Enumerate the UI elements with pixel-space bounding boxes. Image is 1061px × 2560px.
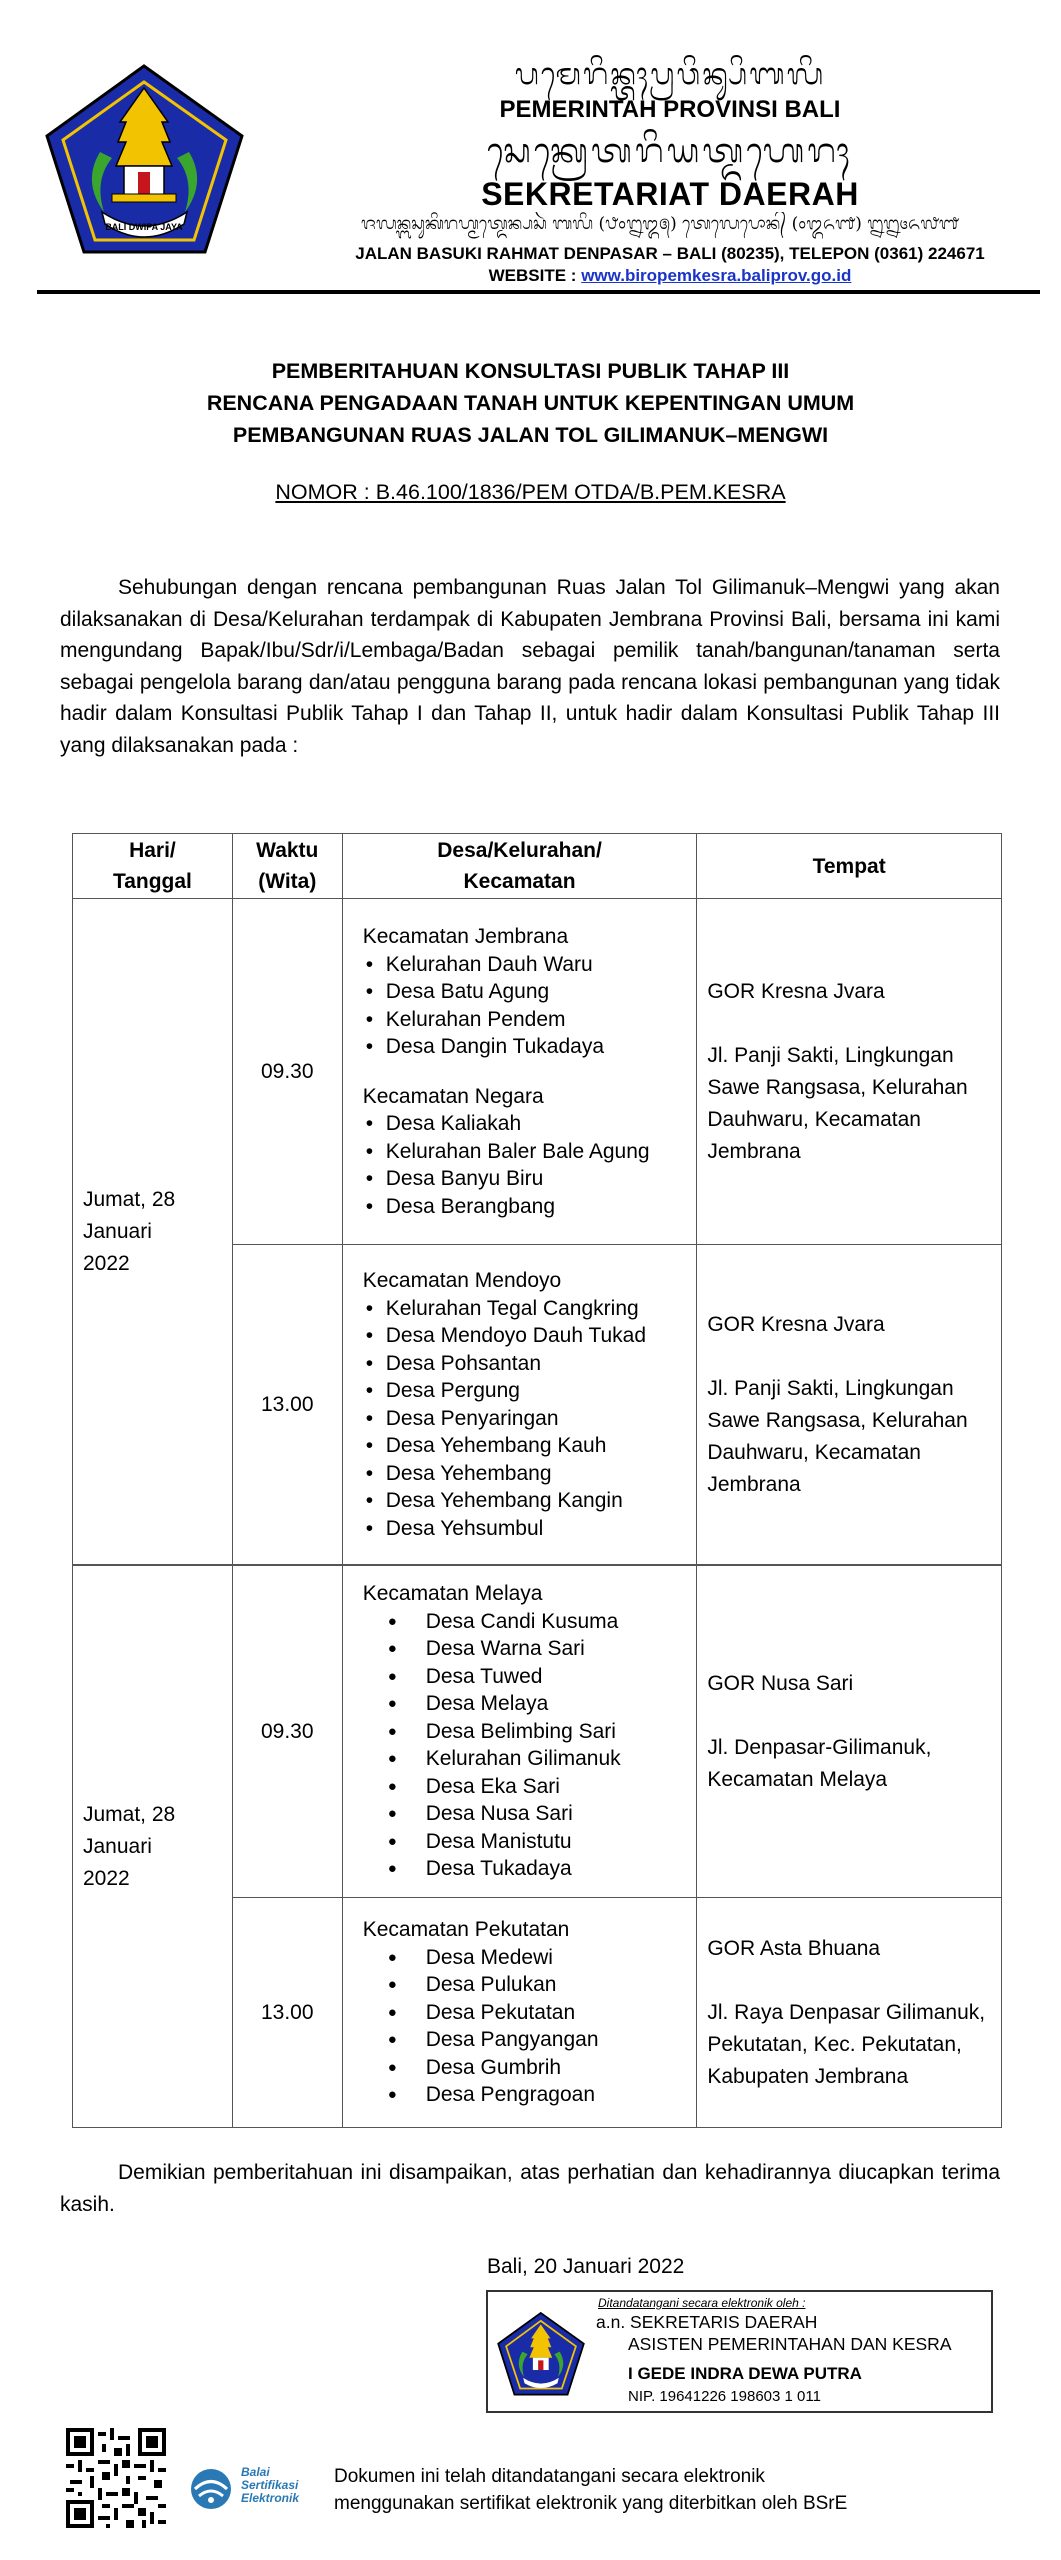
website-link[interactable]: www.biropemkesra.baliprov.go.id xyxy=(581,266,852,285)
signatory-name: I GEDE INDRA DEWA PUTRA xyxy=(628,2364,862,2383)
kecamatan-label: Kecamatan Pekutatan xyxy=(362,1918,570,1942)
list-item: ● Desa Tuwed xyxy=(388,1663,689,1691)
list-item: ● Desa Medewi xyxy=(388,1944,689,1972)
list-item: • Desa Berangbang xyxy=(363,1193,689,1221)
list-item: • Desa Kaliakah xyxy=(363,1110,689,1138)
place-address: Jl. Raya Denpasar Gilimanuk, Pekutatan, Kec. Pekutatan, Kabupaten Jembrana xyxy=(707,2000,986,2088)
intro-paragraph: Sehubungan dengan rencana pembangunan Ruas Jalan Tol Gilimanuk–Mengwi yang akan dilaksanakan di Desa/Kelurahan terdampak di Kabupaten Jembrana Provinsi Bali, bersama ini kami mengundang Bapak/Ibu/Sdr/i/Lembaga/Badan sebagai pemilik tanah/bangunan/tanaman serta sebagai pengelola barang dan/atau pengguna barang pada rencana lokasi pembangunan yang tidak hadir dalam Konsultasi Publik Tahap I dan Tahap II, untuk hadir dalam Konsultasi Publik Tahap III yang dilaksanakan pada : xyxy=(60,576,1000,757)
table-header-row xyxy=(73,834,1002,899)
list-item: • Kelurahan Pendem xyxy=(363,1006,689,1034)
village-list xyxy=(363,951,689,1061)
village-list xyxy=(363,1295,689,1543)
list-item: • Kelurahan Tegal Cangkring xyxy=(363,1295,689,1323)
letterhead-office-title: SEKRETARIAT DAERAH xyxy=(481,176,859,212)
kecamatan-label: Kecamatan Mendoyo xyxy=(362,1269,562,1292)
place-cell xyxy=(697,1898,1002,2128)
title-line-1: PEMBERITAHUAN KONSULTASI PUBLIK TAHAP III xyxy=(271,359,790,383)
letterhead-website xyxy=(320,266,1020,286)
list-item: • Desa Yehsumbul xyxy=(363,1515,689,1543)
location-cell xyxy=(342,1898,697,2128)
letterhead-balinese-line-2: ᬲᬾᬓ᭄ᬭᬾᬢᬭᬶᬬᬢ᭄ᬤᬳᬾᬭᬄ xyxy=(486,131,854,171)
place-name: GOR Nusa Sari xyxy=(707,1671,854,1695)
village-list xyxy=(363,1608,689,1883)
list-item: ● Desa Manistutu xyxy=(388,1828,689,1856)
list-item: • Desa Yehembang xyxy=(363,1460,689,1488)
list-item: • Desa Yehembang Kauh xyxy=(363,1432,689,1460)
time-cell: 09.30 xyxy=(232,1566,342,1898)
title-line-2: RENCANA PENGADAAN TANAH UNTUK KEPENTINGAN UMUM xyxy=(206,391,855,415)
time-cell: 09.30 xyxy=(232,899,342,1245)
list-item: ● Desa Melaya xyxy=(388,1690,689,1718)
signature-caption: Ditandatangani secara elektronik oleh : xyxy=(598,2296,806,2310)
header-day: Hari/ Tanggal xyxy=(73,834,233,899)
list-item: ● Desa Tukadaya xyxy=(388,1855,689,1883)
place-cell xyxy=(697,899,1002,1245)
list-item: • Desa Pergung xyxy=(363,1377,689,1405)
place-name: GOR Kresna Jvara xyxy=(707,1312,885,1336)
letterhead xyxy=(0,0,1061,300)
letterhead-address: JALAN BASUKI RAHMAT DENPASAR – BALI (80235), TELEPON (0361) 224671 xyxy=(355,244,985,263)
kecamatan-label: Kecamatan Jembrana xyxy=(362,925,569,948)
location-cell xyxy=(342,1245,697,1565)
village-list xyxy=(363,1944,689,2109)
signature-role: ASISTEN PEMERINTAHAN DAN KESRA xyxy=(628,2334,952,2354)
website-label: WEBSITE : xyxy=(488,266,582,285)
bali-emblem-small-icon xyxy=(496,2304,586,2404)
document-number: NOMOR : B.46.100/1836/PEM OTDA/B.PEM.KESRA xyxy=(275,480,786,504)
location-cell xyxy=(342,899,697,1245)
day-cell: Jumat, 28 Januari 2022 xyxy=(73,1566,233,2128)
list-item: ● Desa Nusa Sari xyxy=(388,1800,689,1828)
list-item: ● Desa Pekutatan xyxy=(388,1999,689,2027)
list-item: ● Desa Pulukan xyxy=(388,1971,689,1999)
place-name: GOR Kresna Jvara xyxy=(707,979,885,1003)
list-item: ● Desa Warna Sari xyxy=(388,1635,689,1663)
place-address: Jl. Denpasar-Gilimanuk, Kecamatan Melaya xyxy=(707,1735,932,1791)
letterhead-divider xyxy=(37,290,1040,294)
schedule-table-part-2 xyxy=(72,1565,1002,2128)
list-item: • Desa Pohsantan xyxy=(363,1350,689,1378)
kecamatan-label: Kecamatan Negara xyxy=(362,1084,544,1108)
signature-on-behalf: a.n. SEKRETARIS DAERAH xyxy=(596,2312,818,2332)
table-row xyxy=(73,1566,1002,1898)
list-item: • Desa Penyaringan xyxy=(363,1405,689,1433)
list-item: ● Desa Gumbrih xyxy=(388,2054,689,2082)
letterhead-balinese-line-1: ᬧᬫᬾᬭᬶᬦ᭄ᬢᬄᬧ᭄ᬭᬯᬶᬦ᭄ᬲᬶᬩᬮᬶ xyxy=(514,57,826,92)
letterhead-balinese-address: ᬚᬮᬦ᭄ᬩᬲᬸᬓᬶᬭᬳ᭄ᬫᬢ᭄ᬤᬾᬦ᭄ᬧᬲᬃ ᬩᬮᬶ (᭘᭐᭒᭓᭕) ᬢᬾᬮᬾᬧᭀᬦ᭄ (᭐᭓᭖᭑) ᭒᭒᭔᭖᭗᭑ xyxy=(361,214,959,234)
time-cell: 13.00 xyxy=(232,1245,342,1565)
svg-text:BALI DWIPA JAYA: BALI DWIPA JAYA xyxy=(105,222,183,232)
list-item: • Kelurahan Baler Bale Agung xyxy=(363,1138,689,1166)
list-item: • Desa Dangin Tukadaya xyxy=(363,1033,689,1061)
place-address: Jl. Panji Sakti, Lingkungan Sawe Rangsasa, Kelurahan Dauhwaru, Kecamatan Jembrana xyxy=(707,1376,968,1496)
list-item: ● Desa Belimbing Sari xyxy=(388,1718,689,1746)
header-time: Waktu (Wita) xyxy=(232,834,342,899)
place-cell xyxy=(697,1566,1002,1898)
list-item: • Desa Batu Agung xyxy=(363,978,689,1006)
title-line-3: PEMBANGUNAN RUAS JALAN TOL GILIMANUK–MENGWI xyxy=(232,423,829,447)
letterhead-government-title: PEMERINTAH PROVINSI BALI xyxy=(499,96,841,123)
day-cell: Jumat, 28 Januari 2022 xyxy=(73,899,233,1565)
sign-date: Bali, 20 Januari 2022 xyxy=(487,2255,685,2278)
list-item: • Desa Yehembang Kangin xyxy=(363,1487,689,1515)
schedule-table-part-1 xyxy=(72,833,1002,1565)
place-cell xyxy=(697,1245,1002,1565)
header-place: Tempat xyxy=(697,834,1002,899)
bali-emblem-icon xyxy=(42,62,247,257)
bsre-notice-line-1: Dokumen ini telah ditandatangani secara elektronik xyxy=(334,2466,765,2487)
place-address: Jl. Panji Sakti, Lingkungan Sawe Rangsasa, Kelurahan Dauhwaru, Kecamatan Jembrana xyxy=(707,1043,968,1163)
list-item: ● Desa Candi Kusuma xyxy=(388,1608,689,1636)
place-name: GOR Asta Bhuana xyxy=(707,1936,881,1960)
qr-code-icon xyxy=(66,2428,166,2528)
village-list xyxy=(363,1110,689,1220)
list-item: ● Kelurahan Gilimanuk xyxy=(388,1745,689,1773)
time-cell: 13.00 xyxy=(232,1898,342,2128)
closing-paragraph: Demikian pemberitahuan ini disampaikan, atas perhatian dan kehadirannya diucapkan terima kasih. xyxy=(60,2161,1000,2216)
signatory-nip: NIP. 19641226 198603 1 011 xyxy=(628,2388,821,2405)
header-location: Desa/Kelurahan/ Kecamatan xyxy=(342,834,697,899)
bsre-logo-icon xyxy=(185,2462,325,2512)
list-item: • Desa Mendoyo Dauh Tukad xyxy=(363,1322,689,1350)
bsre-notice-line-2: menggunakan sertifikat elektronik yang diterbitkan oleh BSrE xyxy=(334,2493,848,2514)
electronic-signature-box xyxy=(486,2290,993,2413)
kecamatan-label: Kecamatan Melaya xyxy=(362,1582,543,1606)
list-item: • Desa Banyu Biru xyxy=(363,1165,689,1193)
list-item: ● Desa Eka Sari xyxy=(388,1773,689,1801)
list-item: • Kelurahan Dauh Waru xyxy=(363,951,689,979)
bsre-label: Balai Sertifikasi Elektronik xyxy=(241,2465,300,2505)
list-item: ● Desa Pangyangan xyxy=(388,2026,689,2054)
location-cell xyxy=(342,1566,697,1898)
list-item: ● Desa Pengragoan xyxy=(388,2081,689,2109)
bsre-globe-icon xyxy=(185,2462,237,2512)
document-title xyxy=(0,355,1061,451)
table-row xyxy=(73,899,1002,1245)
